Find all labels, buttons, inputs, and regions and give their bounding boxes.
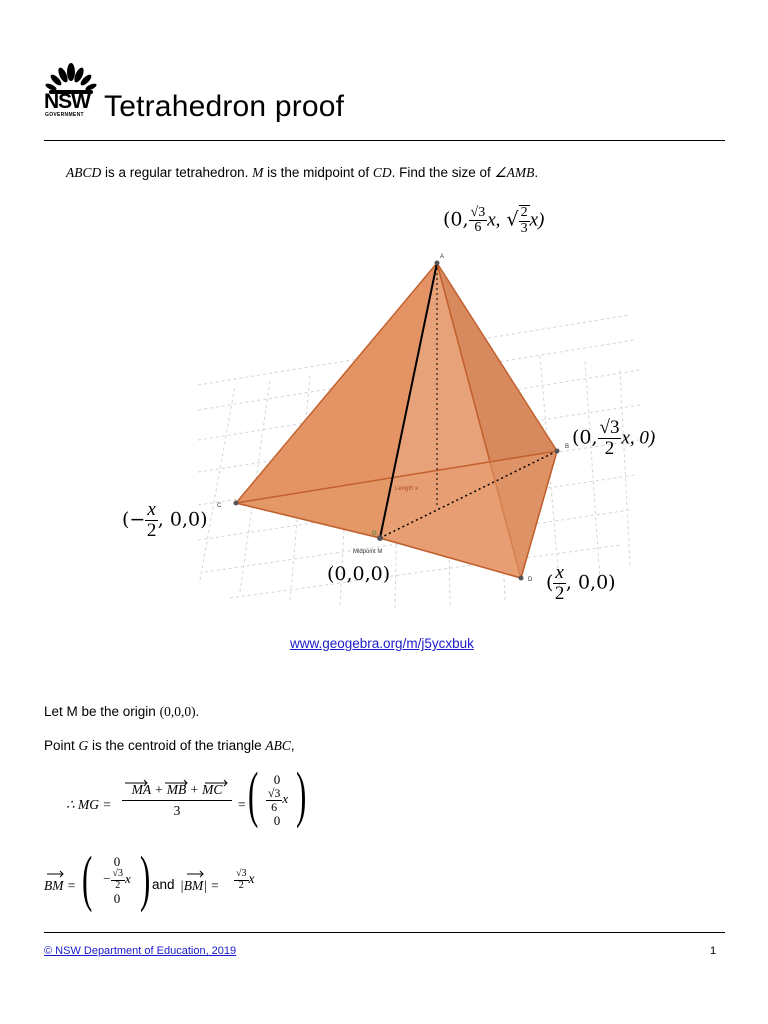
math-m: M [252, 165, 264, 180]
paragraph-centroid: Point G is the centroid of the triangle ABC, [44, 738, 295, 753]
vector-arrow-bm-mag [185, 870, 205, 878]
coord-c: (− $\frac{x}{2}$ , 0,0) [122, 499, 208, 541]
intro-text-2: is the midpoint of [263, 165, 373, 180]
vertex-label-d: D [528, 577, 533, 583]
vertex-label-c: C [217, 503, 222, 509]
vector-arrow-bm [45, 870, 65, 878]
tetrahedron-figure [0, 200, 768, 620]
vertex-label-a: A [440, 254, 445, 260]
problem-statement [66, 165, 538, 181]
header-divider [44, 140, 725, 141]
intro-text-1: is a regular tetrahedron. [101, 165, 253, 180]
coord-b: (0, $\frac{√3}{2}$ x, 0) [572, 417, 656, 459]
paragraph-origin: Let M be the origin (0,0,0). [44, 704, 199, 719]
coord-d: ( $\frac{x}{2}$ , 0,0) [546, 562, 616, 604]
logo-text: NSW [44, 90, 90, 113]
logo-subtext: GOVERNMENT [45, 112, 84, 118]
coord-m: (0,0,0) [327, 563, 391, 585]
math-cd: CD [372, 165, 392, 180]
equation-bm: BM = ( 0 − $\frac{√3}{2}$ x 0 ) and |BM| = $\frac{√3}{2}$ x [44, 845, 255, 913]
length-label: Length x [395, 486, 419, 492]
coord-a: (0, $\frac{√3}{6}$ x, √ $\frac{2}{3}$ x) [443, 204, 545, 236]
page-number: 1 [710, 945, 717, 957]
nsw-logo [44, 62, 98, 122]
intro-text-4: . [534, 165, 539, 180]
footer-divider [44, 932, 725, 933]
copyright-link[interactable]: © NSW Department of Education, 2019 [44, 945, 237, 957]
vertex-label-g: G [372, 531, 377, 537]
geogebra-link[interactable]: www.geogebra.org/m/j5ycxbuk [290, 636, 474, 651]
equation-mg: ∴ MG = MA + MB + MC 3 = ( 0 $\frac{√3}{6}$ x 0 ) [66, 761, 307, 829]
page-title: Tetrahedron proof [104, 90, 345, 123]
vector-arrows [123, 779, 233, 787]
math-abcd: ABCD [66, 165, 102, 180]
intro-text-3: . Find the size of [391, 165, 495, 180]
math-angle-amb: ∠AMB [494, 165, 535, 180]
vertex-label-b: B [565, 444, 570, 450]
midpoint-label: Midpoint M [353, 549, 383, 555]
